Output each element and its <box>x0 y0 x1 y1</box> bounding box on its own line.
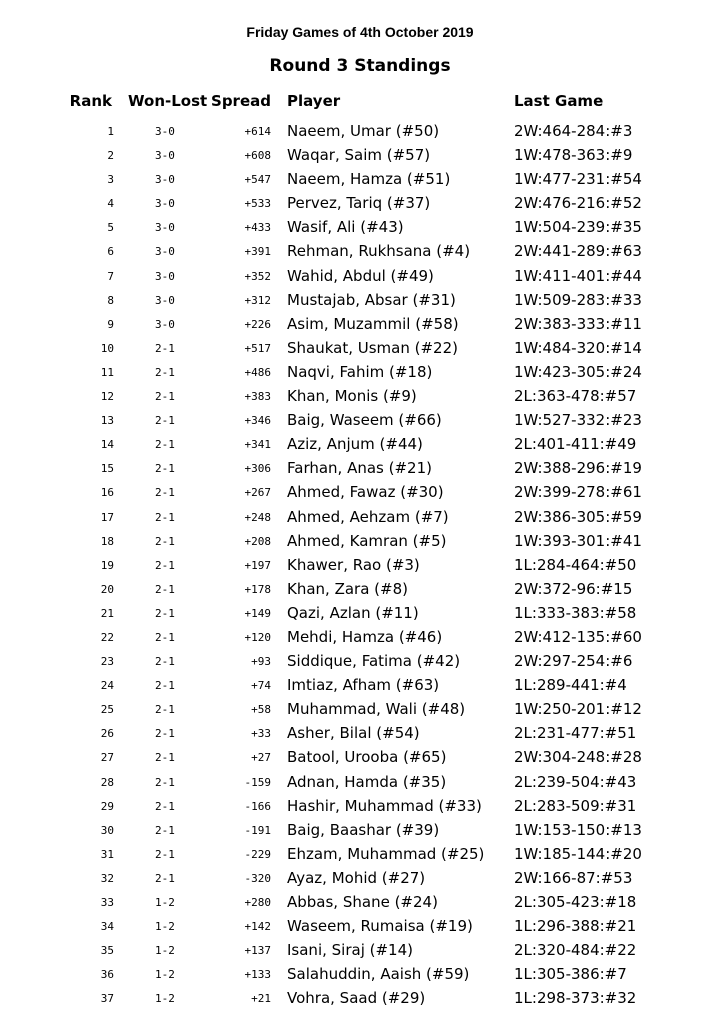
won-lost-cell: 3-0 <box>155 197 175 211</box>
spread-cell: +267 <box>244 486 271 500</box>
last-game-cell: 1L:305-386:#7 <box>514 965 627 984</box>
rank-cell: 28 <box>100 775 114 789</box>
last-game-cell: 1W:411-401:#44 <box>514 266 642 285</box>
spread-cell: +352 <box>244 269 271 283</box>
player-cell: Hashir, Muhammad (#33) <box>287 796 482 815</box>
table-row <box>0 866 720 890</box>
player-cell: Ahmed, Kamran (#5) <box>287 531 447 550</box>
rank-cell: 27 <box>100 751 114 765</box>
last-game-cell: 1L:333-383:#58 <box>514 603 637 622</box>
last-game-cell: 2L:305-423:#18 <box>514 893 637 911</box>
rank-cell: 3 <box>107 173 114 187</box>
rank-cell: 26 <box>100 727 114 741</box>
rank-cell: 30 <box>100 823 114 837</box>
won-lost-cell: 3-0 <box>155 221 175 235</box>
document-title: Friday Games of 4th October 2019 <box>246 24 474 40</box>
won-lost-cell: 3-0 <box>155 269 175 283</box>
table-row <box>0 360 720 384</box>
player-cell: Vohra, Saad (#29) <box>287 989 426 1008</box>
won-lost-cell: 1-2 <box>155 992 175 1006</box>
last-game-cell: 2L:363-478:#57 <box>514 387 637 406</box>
spread-cell: +433 <box>244 221 271 235</box>
table-row <box>0 288 720 312</box>
won-lost-cell: 2-1 <box>155 703 175 717</box>
last-game-cell: 2W:297-254:#6 <box>514 652 633 671</box>
spread-cell: +486 <box>244 365 271 379</box>
player-cell: Isani, Siraj (#14) <box>287 941 413 960</box>
player-cell: Asim, Muzammil (#58) <box>287 314 459 333</box>
spread-cell: +608 <box>244 149 271 163</box>
player-cell: Wasif, Ali (#43) <box>287 218 404 237</box>
table-row <box>0 962 720 986</box>
player-cell: Ahmed, Aehzam (#7) <box>287 507 449 526</box>
rank-cell: 15 <box>100 462 114 476</box>
rank-cell: 23 <box>100 655 114 669</box>
last-game-cell: 2L:401-411:#49 <box>514 435 637 454</box>
rank-cell: 13 <box>100 414 114 428</box>
table-row <box>0 167 720 191</box>
player-cell: Siddique, Fatima (#42) <box>287 652 461 671</box>
player-cell: Ahmed, Fawaz (#30) <box>287 483 444 502</box>
won-lost-cell: 2-1 <box>155 606 175 620</box>
spread-cell: +74 <box>251 679 271 693</box>
won-lost-cell: 3-0 <box>155 173 175 187</box>
spread-cell: -159 <box>244 775 271 789</box>
rank-cell: 7 <box>107 269 114 283</box>
last-game-cell: 2L:320-484:#22 <box>514 941 637 960</box>
won-lost-cell: 3-0 <box>155 149 175 163</box>
spread-cell: +58 <box>251 703 271 717</box>
rank-cell: 37 <box>100 992 114 1006</box>
last-game-cell: 2W:388-296:#19 <box>514 459 642 478</box>
header-won-lost: Won-Lost <box>128 92 208 110</box>
rank-cell: 24 <box>100 679 114 693</box>
last-game-cell: 1L:289-441:#4 <box>514 676 627 695</box>
won-lost-cell: 2-1 <box>155 414 175 428</box>
spread-cell: +21 <box>251 992 271 1006</box>
rank-cell: 4 <box>107 197 114 211</box>
last-game-cell: 2W:383-333:#11 <box>514 314 642 333</box>
won-lost-cell: 3-0 <box>155 245 175 259</box>
player-cell: Imtiaz, Afham (#63) <box>287 676 440 695</box>
player-cell: Farhan, Anas (#21) <box>287 459 432 478</box>
table-row <box>0 890 720 914</box>
table-row <box>0 770 720 794</box>
won-lost-cell: 2-1 <box>155 871 175 885</box>
table-row <box>0 384 720 408</box>
table-row <box>0 408 720 432</box>
last-game-cell: 1W:504-239:#35 <box>514 218 642 237</box>
won-lost-cell: 2-1 <box>155 799 175 813</box>
won-lost-cell: 2-1 <box>155 727 175 741</box>
last-game-cell: 2W:399-278:#61 <box>514 483 642 502</box>
rank-cell: 25 <box>100 703 114 717</box>
table-row <box>0 938 720 962</box>
spread-cell: +178 <box>244 582 271 596</box>
rank-cell: 20 <box>100 582 114 596</box>
rank-cell: 33 <box>100 896 114 909</box>
header-player: Player <box>287 92 341 110</box>
player-cell: Adnan, Hamda (#35) <box>287 772 447 791</box>
table-row <box>0 986 720 1010</box>
won-lost-cell: 2-1 <box>155 655 175 669</box>
spread-cell: +306 <box>244 462 271 476</box>
table-row <box>0 239 720 263</box>
won-lost-cell: 2-1 <box>155 775 175 789</box>
player-cell: Salahuddin, Aaish (#59) <box>287 965 470 984</box>
table-header <box>0 92 720 114</box>
spread-cell: +208 <box>244 534 271 548</box>
spread-cell: +312 <box>244 293 271 307</box>
spread-cell: +120 <box>244 630 271 644</box>
rank-cell: 29 <box>100 799 114 813</box>
spread-cell: +383 <box>244 390 271 404</box>
won-lost-cell: 2-1 <box>155 582 175 596</box>
table-row <box>0 191 720 215</box>
won-lost-cell: 1-2 <box>155 896 175 909</box>
player-cell: Baig, Baashar (#39) <box>287 820 440 839</box>
player-cell: Pervez, Tariq (#37) <box>287 194 431 213</box>
table-row <box>0 577 720 601</box>
spread-cell: -166 <box>244 799 271 813</box>
won-lost-cell: 1-2 <box>155 968 175 982</box>
won-lost-cell: 2-1 <box>155 558 175 572</box>
rank-cell: 36 <box>100 968 114 982</box>
table-row <box>0 601 720 625</box>
standings-table <box>0 119 720 1010</box>
won-lost-cell: 2-1 <box>155 679 175 693</box>
player-cell: Waseem, Rumaisa (#19) <box>287 917 473 936</box>
table-row <box>0 119 720 143</box>
table-row <box>0 673 720 697</box>
rank-cell: 35 <box>100 944 114 958</box>
rank-cell: 32 <box>100 871 114 885</box>
rank-cell: 31 <box>100 847 114 861</box>
table-row <box>0 818 720 842</box>
rank-cell: 16 <box>100 486 114 500</box>
rank-cell: 34 <box>100 920 114 934</box>
last-game-cell: 1W:423-305:#24 <box>514 362 642 381</box>
won-lost-cell: 2-1 <box>155 510 175 524</box>
won-lost-cell: 3-0 <box>155 293 175 307</box>
spread-cell: -229 <box>244 847 271 861</box>
spread-cell: +533 <box>244 197 271 211</box>
player-cell: Naqvi, Fahim (#18) <box>287 362 433 381</box>
player-cell: Khan, Zara (#8) <box>287 579 408 598</box>
spread-cell: +614 <box>244 125 271 138</box>
spread-cell: +341 <box>244 438 271 452</box>
player-cell: Waqar, Saim (#57) <box>287 146 431 165</box>
rank-cell: 18 <box>100 534 114 548</box>
rank-cell: 10 <box>100 341 114 355</box>
won-lost-cell: 2-1 <box>155 534 175 548</box>
player-cell: Khawer, Rao (#3) <box>287 555 420 574</box>
last-game-cell: 1W:477-231:#54 <box>514 170 642 189</box>
table-row <box>0 480 720 504</box>
rank-cell: 19 <box>100 558 114 572</box>
won-lost-cell: 2-1 <box>155 365 175 379</box>
player-cell: Ehzam, Muhammad (#25) <box>287 844 485 863</box>
rank-cell: 8 <box>107 293 114 307</box>
player-cell: Wahid, Abdul (#49) <box>287 266 434 285</box>
header-last-game: Last Game <box>514 92 604 110</box>
spread-cell: +517 <box>244 341 271 355</box>
table-row <box>0 794 720 818</box>
spread-cell: +197 <box>244 558 271 572</box>
player-cell: Muhammad, Wali (#48) <box>287 700 466 719</box>
table-row <box>0 529 720 553</box>
table-row <box>0 914 720 938</box>
last-game-cell: 1W:250-201:#12 <box>514 700 642 719</box>
spread-cell: +27 <box>251 751 271 765</box>
header-rank: Rank <box>69 92 112 110</box>
player-cell: Mehdi, Hamza (#46) <box>287 627 443 646</box>
table-row <box>0 649 720 673</box>
spread-cell: +149 <box>244 606 271 620</box>
player-cell: Batool, Urooba (#65) <box>287 748 447 767</box>
header-spread: Spread <box>211 92 271 110</box>
player-cell: Asher, Bilal (#54) <box>287 724 420 743</box>
spread-cell: +391 <box>244 245 271 259</box>
table-row <box>0 215 720 239</box>
won-lost-cell: 2-1 <box>155 823 175 837</box>
won-lost-cell: 2-1 <box>155 847 175 861</box>
won-lost-cell: 1-2 <box>155 920 175 934</box>
player-cell: Qazi, Azlan (#11) <box>287 603 419 622</box>
spread-cell: +33 <box>251 727 271 741</box>
player-cell: Baig, Waseem (#66) <box>287 411 442 430</box>
won-lost-cell: 2-1 <box>155 438 175 452</box>
table-row <box>0 456 720 480</box>
last-game-cell: 2W:386-305:#59 <box>514 507 642 526</box>
rank-cell: 5 <box>107 221 114 235</box>
last-game-cell: 1W:484-320:#14 <box>514 338 642 357</box>
last-game-cell: 1L:296-388:#21 <box>514 917 637 936</box>
last-game-cell: 2W:441-289:#63 <box>514 242 642 261</box>
rank-cell: 12 <box>100 390 114 404</box>
last-game-cell: 1W:509-283:#33 <box>514 290 642 309</box>
table-row <box>0 505 720 529</box>
rank-cell: 21 <box>100 606 114 620</box>
won-lost-cell: 1-2 <box>155 944 175 958</box>
table-row <box>0 264 720 288</box>
last-game-cell: 2W:372-96:#15 <box>514 579 633 598</box>
last-game-cell: 2W:464-284:#3 <box>514 122 633 140</box>
spread-cell: +547 <box>244 173 271 187</box>
last-game-cell: 1W:478-363:#9 <box>514 146 633 165</box>
rank-cell: 9 <box>107 317 114 331</box>
last-game-cell: 1L:298-373:#32 <box>514 989 637 1008</box>
spread-cell: +137 <box>244 944 271 958</box>
last-game-cell: 1W:185-144:#20 <box>514 844 642 863</box>
last-game-cell: 1W:527-332:#23 <box>514 411 642 430</box>
spread-cell: +226 <box>244 317 271 331</box>
spread-cell: +346 <box>244 414 271 428</box>
table-row <box>0 143 720 167</box>
table-row <box>0 432 720 456</box>
player-cell: Mustajab, Absar (#31) <box>287 290 456 309</box>
player-cell: Ayaz, Mohid (#27) <box>287 868 426 887</box>
spread-cell: +142 <box>244 920 271 934</box>
rank-cell: 11 <box>100 365 114 379</box>
last-game-cell: 2L:239-504:#43 <box>514 772 637 791</box>
won-lost-cell: 2-1 <box>155 341 175 355</box>
won-lost-cell: 2-1 <box>155 486 175 500</box>
won-lost-cell: 2-1 <box>155 630 175 644</box>
spread-cell: +93 <box>251 655 271 669</box>
player-cell: Naeem, Hamza (#51) <box>287 170 451 189</box>
table-row <box>0 553 720 577</box>
rank-cell: 14 <box>100 438 114 452</box>
table-row <box>0 842 720 866</box>
last-game-cell: 2W:304-248:#28 <box>514 748 642 767</box>
rank-cell: 22 <box>100 630 114 644</box>
table-row <box>0 625 720 649</box>
last-game-cell: 2W:166-87:#53 <box>514 868 633 887</box>
player-cell: Rehman, Rukhsana (#4) <box>287 242 471 261</box>
rank-cell: 6 <box>107 245 114 259</box>
spread-cell: +133 <box>244 968 271 982</box>
rank-cell: 17 <box>100 510 114 524</box>
standings-subtitle: Round 3 Standings <box>269 56 451 76</box>
won-lost-cell: 2-1 <box>155 390 175 404</box>
player-cell: Naeem, Umar (#50) <box>287 122 440 140</box>
won-lost-cell: 2-1 <box>155 751 175 765</box>
table-row <box>0 697 720 721</box>
spread-cell: -191 <box>244 823 271 837</box>
last-game-cell: 2W:412-135:#60 <box>514 627 642 646</box>
last-game-cell: 1W:393-301:#41 <box>514 531 642 550</box>
won-lost-cell: 3-0 <box>155 317 175 331</box>
table-row <box>0 745 720 769</box>
last-game-cell: 1L:284-464:#50 <box>514 555 637 574</box>
player-cell: Aziz, Anjum (#44) <box>287 435 423 454</box>
last-game-cell: 1W:153-150:#13 <box>514 820 642 839</box>
last-game-cell: 2L:283-509:#31 <box>514 796 637 815</box>
rank-cell: 2 <box>107 149 114 163</box>
last-game-cell: 2W:476-216:#52 <box>514 194 642 213</box>
table-row <box>0 312 720 336</box>
won-lost-cell: 3-0 <box>155 125 175 138</box>
spread-cell: +248 <box>244 510 271 524</box>
table-row <box>0 336 720 360</box>
table-row <box>0 721 720 745</box>
spread-cell: +280 <box>244 896 271 909</box>
last-game-cell: 2L:231-477:#51 <box>514 724 637 743</box>
player-cell: Abbas, Shane (#24) <box>287 893 438 911</box>
won-lost-cell: 2-1 <box>155 462 175 476</box>
player-cell: Shaukat, Usman (#22) <box>287 338 458 357</box>
player-cell: Khan, Monis (#9) <box>287 387 417 406</box>
rank-cell: 1 <box>107 125 114 138</box>
spread-cell: -320 <box>244 871 271 885</box>
